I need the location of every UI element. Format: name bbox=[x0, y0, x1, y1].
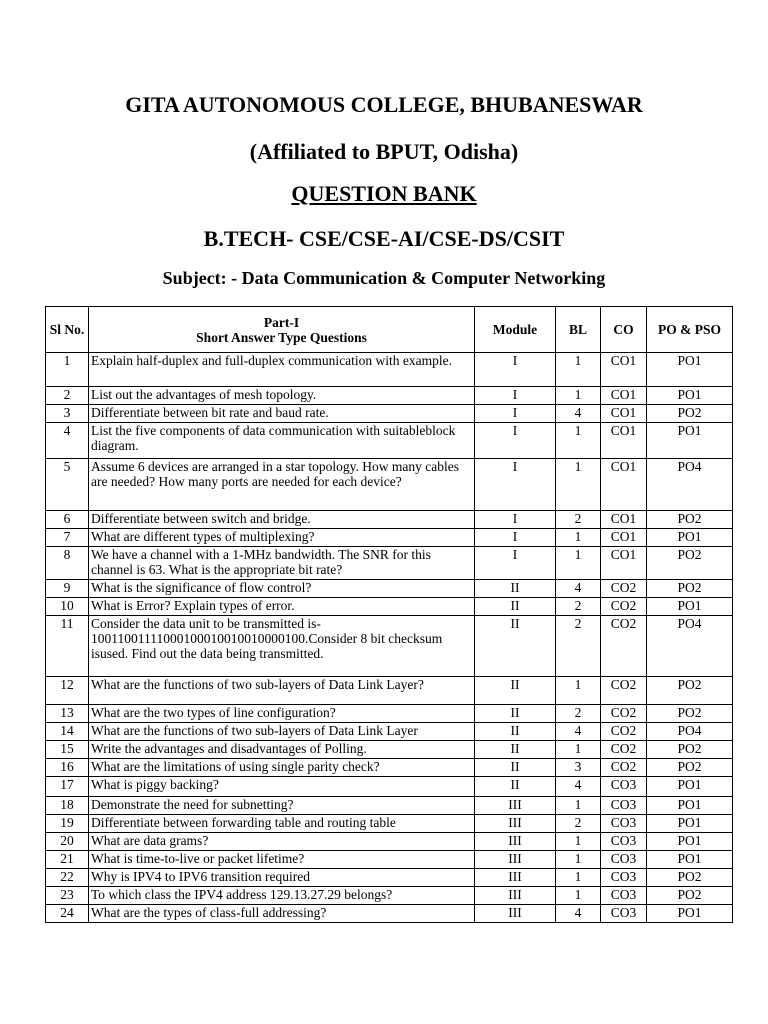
row-module: I bbox=[475, 511, 556, 529]
row-co: CO3 bbox=[601, 833, 647, 851]
table-row bbox=[46, 705, 733, 723]
row-module: II bbox=[475, 677, 556, 705]
row-sl-number: 2 bbox=[46, 387, 89, 405]
row-po: PO2 bbox=[647, 869, 733, 887]
row-sl-number: 20 bbox=[46, 833, 89, 851]
row-module: III bbox=[475, 833, 556, 851]
subject-title: Subject: - Data Communication & Computer Networking bbox=[162, 268, 606, 288]
row-bl: 1 bbox=[556, 423, 601, 459]
row-po: PO2 bbox=[647, 511, 733, 529]
row-question: What are the limitations of using single parity check? bbox=[89, 759, 475, 777]
table-row bbox=[46, 598, 733, 616]
row-sl-number: 7 bbox=[46, 529, 89, 547]
row-po: PO2 bbox=[647, 547, 733, 580]
row-question: List the five components of data communication with suitableblock diagram. bbox=[89, 423, 475, 459]
table-row bbox=[46, 741, 733, 759]
row-po: PO2 bbox=[647, 677, 733, 705]
row-question: What is the significance of flow control? bbox=[89, 580, 475, 598]
table-row bbox=[46, 905, 733, 923]
row-module: I bbox=[475, 459, 556, 511]
row-co: CO2 bbox=[601, 759, 647, 777]
college-name: GITA AUTONOMOUS COLLEGE, BHUBANESWAR bbox=[125, 92, 643, 117]
row-po: PO2 bbox=[647, 405, 733, 423]
row-sl-number: 10 bbox=[46, 598, 89, 616]
row-co: CO3 bbox=[601, 905, 647, 923]
row-module: I bbox=[475, 405, 556, 423]
row-co: CO3 bbox=[601, 815, 647, 833]
row-question: Explain half-duplex and full-duplex communication with example. bbox=[89, 353, 475, 387]
row-bl: 4 bbox=[556, 905, 601, 923]
row-module: III bbox=[475, 887, 556, 905]
row-bl: 2 bbox=[556, 598, 601, 616]
row-bl: 2 bbox=[556, 616, 601, 677]
row-bl: 2 bbox=[556, 705, 601, 723]
row-question: What is Error? Explain types of error. bbox=[89, 598, 475, 616]
row-co: CO1 bbox=[601, 423, 647, 459]
row-question: We have a channel with a 1-MHz bandwidth. The SNR for this channel is 63. What is the appropriate bit rate? bbox=[89, 547, 475, 580]
row-module: I bbox=[475, 529, 556, 547]
row-bl: 1 bbox=[556, 887, 601, 905]
row-po: PO1 bbox=[647, 529, 733, 547]
table-row bbox=[46, 869, 733, 887]
table-body bbox=[46, 353, 733, 923]
row-module: II bbox=[475, 580, 556, 598]
part-label: Part-I bbox=[263, 314, 300, 330]
col-header-po: PO & PSO bbox=[647, 307, 733, 353]
table-row bbox=[46, 797, 733, 815]
row-question: What are the two types of line configuration? bbox=[89, 705, 475, 723]
question-table bbox=[45, 306, 733, 923]
row-bl: 1 bbox=[556, 851, 601, 869]
row-question: Consider the data unit to be transmitted is- 10011001111000100010010010000100.Consider 8 bit checksum isused. Find out the data being transmitted. bbox=[89, 616, 475, 677]
row-sl-number: 15 bbox=[46, 741, 89, 759]
row-sl-number: 8 bbox=[46, 547, 89, 580]
row-co: CO3 bbox=[601, 797, 647, 815]
row-module: III bbox=[475, 797, 556, 815]
row-po: PO2 bbox=[647, 741, 733, 759]
row-module: II bbox=[475, 741, 556, 759]
table-row bbox=[46, 459, 733, 511]
row-po: PO4 bbox=[647, 616, 733, 677]
table-row bbox=[46, 616, 733, 677]
row-sl-number: 17 bbox=[46, 777, 89, 797]
row-sl-number: 3 bbox=[46, 405, 89, 423]
table-row bbox=[46, 777, 733, 797]
row-bl: 1 bbox=[556, 869, 601, 887]
row-co: CO1 bbox=[601, 529, 647, 547]
row-po: PO2 bbox=[647, 759, 733, 777]
row-co: CO2 bbox=[601, 677, 647, 705]
row-po: PO1 bbox=[647, 777, 733, 797]
row-module: III bbox=[475, 869, 556, 887]
row-question: Differentiate between bit rate and baud rate. bbox=[89, 405, 475, 423]
row-po: PO1 bbox=[647, 797, 733, 815]
table-row bbox=[46, 723, 733, 741]
program-title: B.TECH- CSE/CSE-AI/CSE-DS/CSIT bbox=[203, 226, 565, 251]
row-sl-number: 16 bbox=[46, 759, 89, 777]
row-bl: 1 bbox=[556, 833, 601, 851]
col-header-bl: BL bbox=[556, 307, 601, 353]
row-sl-number: 21 bbox=[46, 851, 89, 869]
row-co: CO3 bbox=[601, 851, 647, 869]
row-module: III bbox=[475, 815, 556, 833]
row-module: I bbox=[475, 547, 556, 580]
table-header-row bbox=[46, 307, 733, 353]
row-bl: 1 bbox=[556, 547, 601, 580]
row-sl-number: 22 bbox=[46, 869, 89, 887]
row-co: CO1 bbox=[601, 353, 647, 387]
row-question: What are the functions of two sub-layers of Data Link Layer bbox=[89, 723, 475, 741]
row-po: PO1 bbox=[647, 423, 733, 459]
row-po: PO1 bbox=[647, 905, 733, 923]
row-co: CO2 bbox=[601, 616, 647, 677]
row-po: PO2 bbox=[647, 705, 733, 723]
row-question: List out the advantages of mesh topology. bbox=[89, 387, 475, 405]
row-question: What is time-to-live or packet lifetime? bbox=[89, 851, 475, 869]
row-sl-number: 23 bbox=[46, 887, 89, 905]
table-row bbox=[46, 387, 733, 405]
table-row bbox=[46, 677, 733, 705]
row-sl-number: 6 bbox=[46, 511, 89, 529]
row-bl: 1 bbox=[556, 353, 601, 387]
row-question: Write the advantages and disadvantages of Polling. bbox=[89, 741, 475, 759]
row-co: CO2 bbox=[601, 723, 647, 741]
row-question: Differentiate between forwarding table and routing table bbox=[89, 815, 475, 833]
table-row bbox=[46, 759, 733, 777]
row-po: PO1 bbox=[647, 598, 733, 616]
row-po: PO1 bbox=[647, 387, 733, 405]
row-module: II bbox=[475, 705, 556, 723]
row-co: CO3 bbox=[601, 887, 647, 905]
row-bl: 4 bbox=[556, 580, 601, 598]
table-row bbox=[46, 405, 733, 423]
row-module: II bbox=[475, 598, 556, 616]
row-co: CO3 bbox=[601, 777, 647, 797]
col-header-co: CO bbox=[601, 307, 647, 353]
row-question: To which class the IPV4 address 129.13.27.29 belongs? bbox=[89, 887, 475, 905]
row-sl-number: 5 bbox=[46, 459, 89, 511]
row-co: CO1 bbox=[601, 387, 647, 405]
row-module: I bbox=[475, 387, 556, 405]
row-question: What are data grams? bbox=[89, 833, 475, 851]
row-bl: 1 bbox=[556, 677, 601, 705]
row-sl-number: 24 bbox=[46, 905, 89, 923]
row-bl: 2 bbox=[556, 815, 601, 833]
row-sl-number: 13 bbox=[46, 705, 89, 723]
row-bl: 2 bbox=[556, 511, 601, 529]
col-header-part bbox=[89, 307, 475, 353]
table-row bbox=[46, 833, 733, 851]
row-question: Assume 6 devices are arranged in a star topology. How many cables are needed? How many ports are needed for each device? bbox=[89, 459, 475, 511]
row-co: CO3 bbox=[601, 869, 647, 887]
row-bl: 1 bbox=[556, 741, 601, 759]
row-sl-number: 4 bbox=[46, 423, 89, 459]
row-po: PO1 bbox=[647, 851, 733, 869]
row-bl: 4 bbox=[556, 723, 601, 741]
row-module: I bbox=[475, 423, 556, 459]
row-sl-number: 1 bbox=[46, 353, 89, 387]
table-row bbox=[46, 529, 733, 547]
row-sl-number: 19 bbox=[46, 815, 89, 833]
row-po: PO1 bbox=[647, 353, 733, 387]
row-co: CO1 bbox=[601, 405, 647, 423]
row-bl: 1 bbox=[556, 797, 601, 815]
row-co: CO1 bbox=[601, 547, 647, 580]
table-row bbox=[46, 511, 733, 529]
row-module: II bbox=[475, 616, 556, 677]
row-question: Demonstrate the need for subnetting? bbox=[89, 797, 475, 815]
row-question: Differentiate between switch and bridge. bbox=[89, 511, 475, 529]
table-row bbox=[46, 547, 733, 580]
row-question: What are the functions of two sub-layers of Data Link Layer? bbox=[89, 677, 475, 705]
row-co: CO2 bbox=[601, 598, 647, 616]
table-row bbox=[46, 423, 733, 459]
row-po: PO1 bbox=[647, 815, 733, 833]
row-co: CO2 bbox=[601, 580, 647, 598]
row-co: CO2 bbox=[601, 705, 647, 723]
table-row bbox=[46, 887, 733, 905]
row-po: PO4 bbox=[647, 723, 733, 741]
row-module: I bbox=[475, 353, 556, 387]
row-po: PO1 bbox=[647, 833, 733, 851]
row-module: II bbox=[475, 759, 556, 777]
part-subtitle: Short Answer Type Questions bbox=[196, 329, 367, 345]
row-bl: 4 bbox=[556, 777, 601, 797]
row-sl-number: 9 bbox=[46, 580, 89, 598]
row-module: II bbox=[475, 723, 556, 741]
document-title: QUESTION BANK bbox=[291, 181, 477, 206]
row-question: What are the types of class-full addressing? bbox=[89, 905, 475, 923]
row-question: What is piggy backing? bbox=[89, 777, 475, 797]
row-po: PO2 bbox=[647, 580, 733, 598]
row-po: PO4 bbox=[647, 459, 733, 511]
row-co: CO2 bbox=[601, 741, 647, 759]
row-bl: 3 bbox=[556, 759, 601, 777]
col-header-module: Module bbox=[475, 307, 556, 353]
table-row bbox=[46, 851, 733, 869]
row-module: II bbox=[475, 777, 556, 797]
row-bl: 1 bbox=[556, 459, 601, 511]
row-bl: 1 bbox=[556, 387, 601, 405]
row-sl-number: 12 bbox=[46, 677, 89, 705]
row-sl-number: 11 bbox=[46, 616, 89, 677]
col-header-sl: Sl No. bbox=[46, 307, 89, 353]
row-sl-number: 14 bbox=[46, 723, 89, 741]
affiliation: (Affiliated to BPUT, Odisha) bbox=[249, 139, 519, 164]
table-row bbox=[46, 353, 733, 387]
row-po: PO2 bbox=[647, 887, 733, 905]
row-co: CO1 bbox=[601, 511, 647, 529]
row-bl: 4 bbox=[556, 405, 601, 423]
row-sl-number: 18 bbox=[46, 797, 89, 815]
row-bl: 1 bbox=[556, 529, 601, 547]
row-co: CO1 bbox=[601, 459, 647, 511]
row-module: III bbox=[475, 905, 556, 923]
table-row bbox=[46, 815, 733, 833]
table-row bbox=[46, 580, 733, 598]
row-question: Why is IPV4 to IPV6 transition required bbox=[89, 869, 475, 887]
row-question: What are different types of multiplexing? bbox=[89, 529, 475, 547]
row-module: III bbox=[475, 851, 556, 869]
